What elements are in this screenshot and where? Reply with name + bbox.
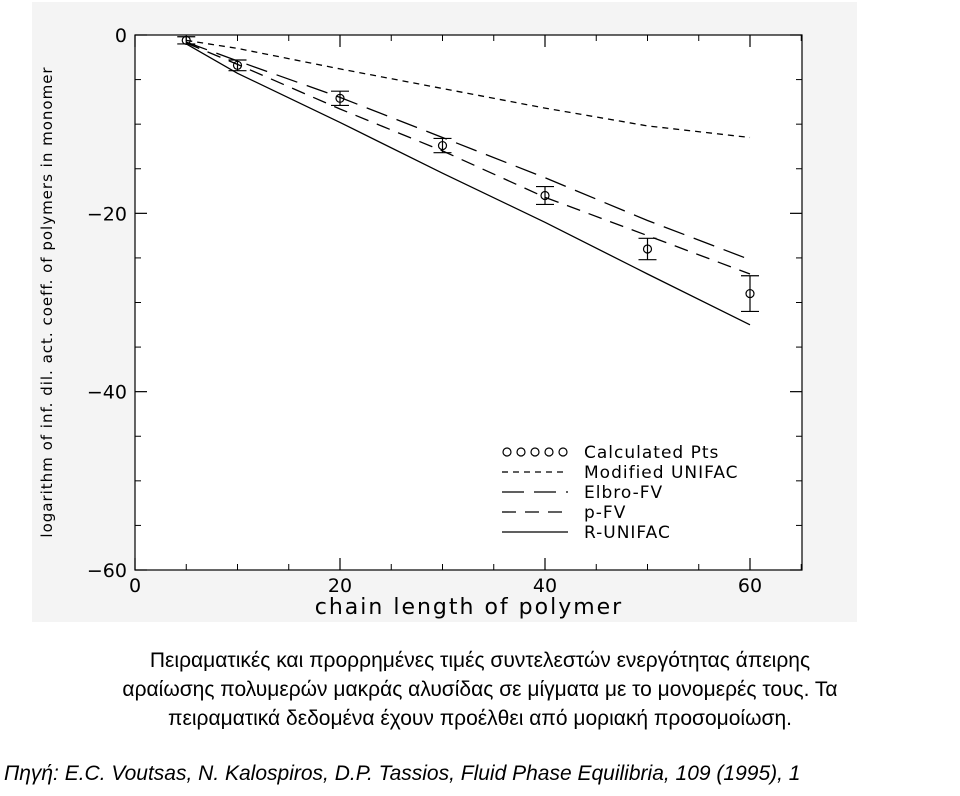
x-axis-label: chain length of polymer: [314, 595, 624, 620]
legend-label: Elbro-FV: [584, 483, 664, 503]
caption-line-3: πειραματικά δεδομένα έχουν προέλθει από μοριακή προσομοίωση.: [168, 707, 792, 730]
source-citation: Πηγή: E.C. Voutsas, N. Kalospiros, D.P. Tassios, Fluid Phase Equilibria, 109 (1995), 1: [4, 762, 801, 785]
legend-label: Modified UNIFAC: [584, 463, 739, 483]
x-tick-label: 20: [327, 575, 353, 597]
legend-label: R-UNIFAC: [584, 523, 671, 543]
caption-line-1: Πειραματικές και προρρημένες τιμές συντελεστών ενεργότητας άπειρης: [149, 649, 811, 672]
caption-line-2: αραίωσης πολυμερών μακράς αλυσίδας σε μίγματα με το μονομερές τους. Τα: [122, 678, 838, 701]
x-tick-label: 40: [532, 575, 558, 597]
chart-svg: [32, 2, 857, 622]
y-tick-label: −60: [86, 560, 127, 582]
y-tick-label: −40: [86, 381, 127, 404]
y-axis-label: logarithm of inf. dil. act. coeff. of polymers in monomer: [38, 66, 56, 538]
legend-label: Calculated Pts: [584, 443, 720, 463]
x-tick-label: 0: [128, 575, 142, 597]
y-tick-label: 0: [114, 25, 127, 47]
y-tick-label: −20: [86, 203, 127, 226]
plot-area: [135, 35, 802, 570]
figure-caption: [0, 646, 960, 733]
x-tick-label: 60: [737, 575, 763, 597]
legend-label: p-FV: [584, 503, 627, 523]
chart-panel: [32, 2, 857, 622]
